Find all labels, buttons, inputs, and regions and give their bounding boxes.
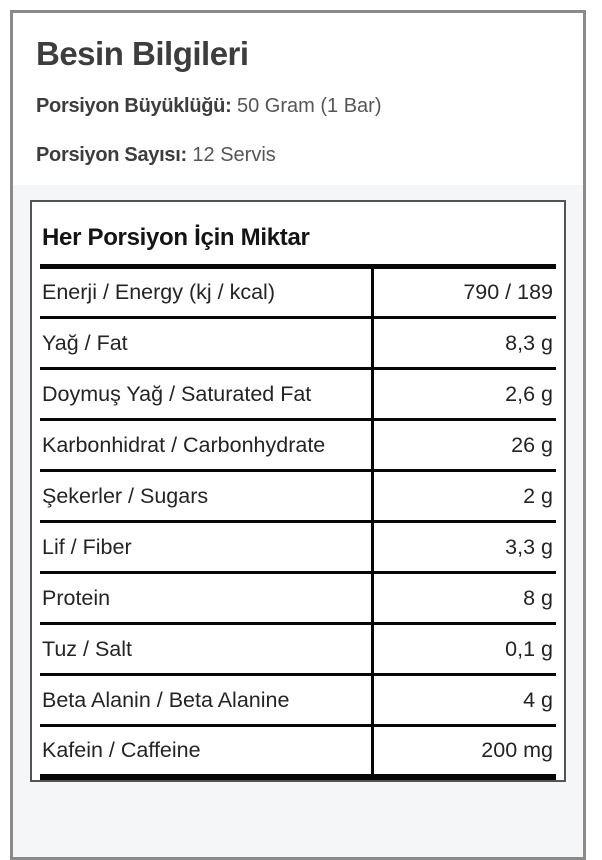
table-row <box>40 675 556 726</box>
nutrient-value: 3,3 g <box>372 522 556 573</box>
nutrient-label: Doymuş Yağ / Saturated Fat <box>40 369 372 420</box>
nutrient-label: Lif / Fiber <box>40 522 372 573</box>
nutrient-value: 200 mg <box>372 726 556 777</box>
table-row <box>40 624 556 675</box>
serving-size-value: 50 Gram (1 Bar) <box>237 95 382 117</box>
nutrient-label: Tuz / Salt <box>40 624 372 675</box>
nutrient-value: 8 g <box>372 573 556 624</box>
table-row <box>40 318 556 369</box>
nutrient-value: 26 g <box>372 420 556 471</box>
serving-size-label: Porsiyon Büyüklüğü: <box>36 95 232 117</box>
serving-count-line <box>36 142 563 168</box>
table-row <box>40 369 556 420</box>
nutrient-label: Beta Alanin / Beta Alanine <box>40 675 372 726</box>
nutrient-value: 8,3 g <box>372 318 556 369</box>
serving-count-label: Porsiyon Sayısı: <box>36 144 187 166</box>
table-row <box>40 420 556 471</box>
table-row <box>40 573 556 624</box>
table-row <box>40 267 556 318</box>
panel-header <box>13 13 583 185</box>
nutrient-value: 0,1 g <box>372 624 556 675</box>
nutrition-panel <box>10 10 586 860</box>
serving-count-value: 12 Servis <box>192 144 276 166</box>
nutrition-table-box <box>30 200 566 782</box>
nutrient-label: Yağ / Fat <box>40 318 372 369</box>
nutrient-value: 4 g <box>372 675 556 726</box>
nutrient-label: Kafein / Caffeine <box>40 726 372 777</box>
table-row <box>40 471 556 522</box>
serving-size-line <box>36 93 563 119</box>
table-row <box>40 726 556 777</box>
nutrient-label: Karbonhidrat / Carbonhydrate <box>40 420 372 471</box>
table-header: Her Porsiyon İçin Miktar <box>42 224 310 251</box>
nutrient-label: Protein <box>40 573 372 624</box>
nutrient-value: 2 g <box>372 471 556 522</box>
nutrition-table <box>40 264 556 780</box>
panel-body <box>13 185 583 797</box>
nutrient-label: Enerji / Energy (kj / kcal) <box>40 267 372 318</box>
page-title: Besin Bilgileri <box>36 35 249 72</box>
nutrient-value: 2,6 g <box>372 369 556 420</box>
nutrient-label: Şekerler / Sugars <box>40 471 372 522</box>
table-row <box>40 522 556 573</box>
nutrient-value: 790 / 189 <box>372 267 556 318</box>
